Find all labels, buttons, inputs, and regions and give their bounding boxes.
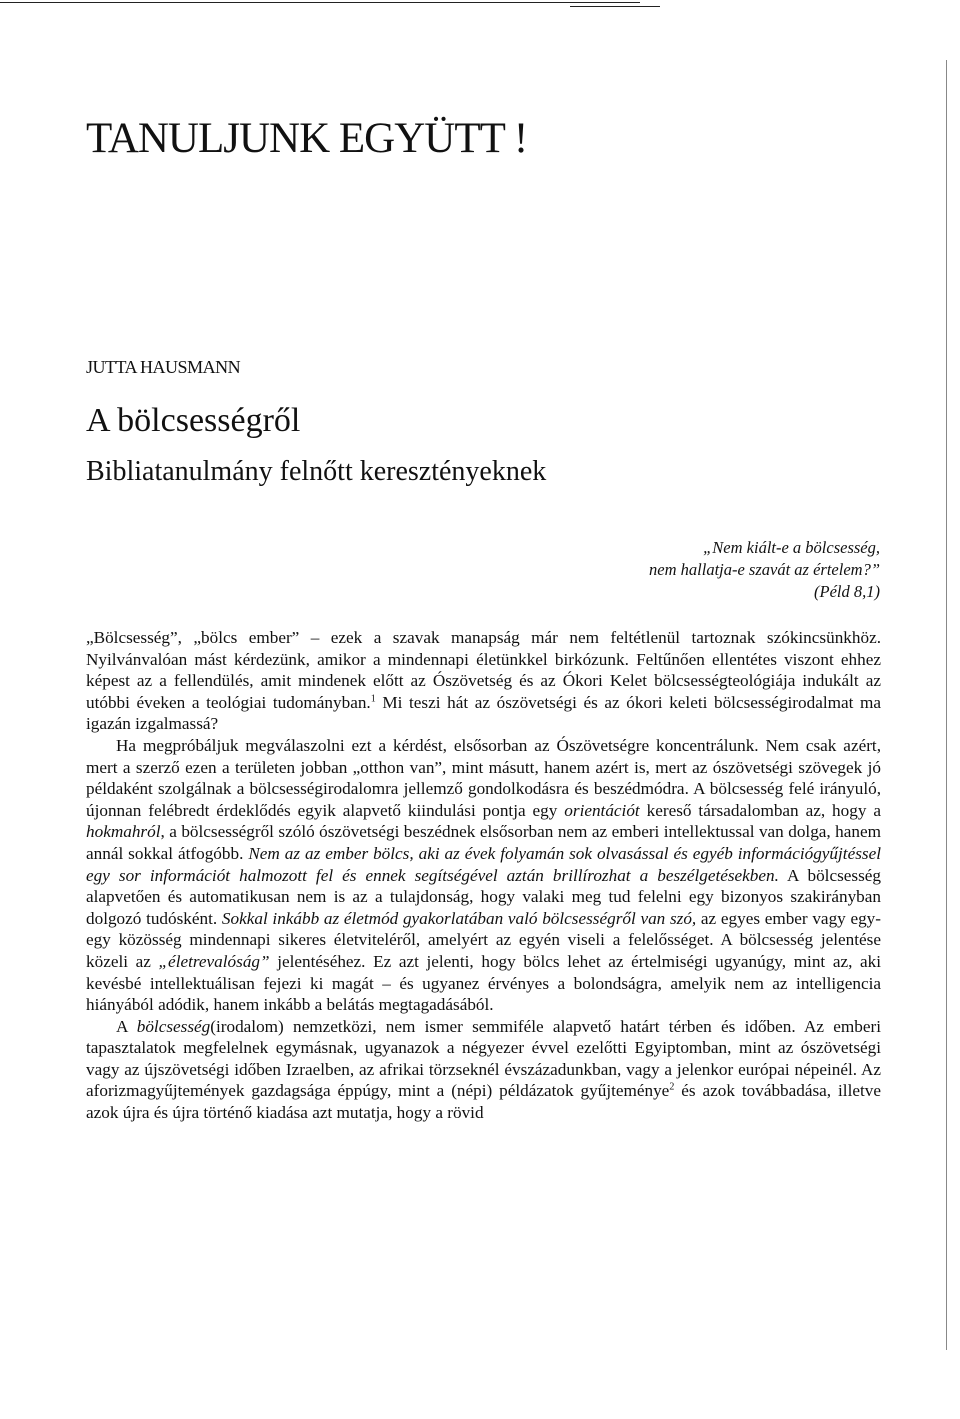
paragraph-2-text-d: A bölcsesség alapvetően és automatikusan nem is az a tulajdonság, hogy valaki meg tud felelni egy bizonyos szakirányban dolgozó tudósként. [86, 865, 881, 928]
scan-artifact-top-line [0, 2, 640, 3]
paragraph-3-text-b: (irodalom) nemzetközi, nem ismer semmiféle alapvető határt térben és időben. Az emberi tapasztalatok megfelelnek egymásnak, ugyanazok a négyezer évvel ezelőtti Egyiptomban, mint az ószövetségi vagy az újszövetségi időben Izraelben, az afrikai törzseknél évszázadunkban, vagy a jelenkor európai népeinél. Az aforizmagyűjtemények gazdagsága éppúgy, mint a (népi) példázatok gyűjteménye [86, 1016, 881, 1101]
paragraph-3-emphasis: bölcsesség [136, 1016, 211, 1036]
section-title: TANULJUNK EGYÜTT ! [86, 115, 528, 162]
paragraph-2-emphasis-1: Nem az az ember bölcs, aki az évek folyamán sok olvasással és egyéb információgyűjtéssel egy sor információt halmozott fel és ennek segítségével aztán brillírozhat a beszélgetésekben. [86, 843, 881, 885]
paragraph-3-text-c: és azok továbbadása, illetve azok újra és újra történő kiadása azt mutatja, hogy a rövid [86, 1081, 881, 1123]
paragraph-2-emphasis-orientaciot: orientációt [564, 800, 640, 820]
paragraph-3 [86, 1016, 881, 1124]
paragraph-3-text-a: A [116, 1016, 137, 1036]
paragraph-2-text-b: kereső társadalomban az, hogy a [639, 800, 881, 820]
scan-artifact-right-border [946, 60, 947, 1350]
article-subtitle: Bibliatanulmány felnőtt keresztényeknek [86, 456, 547, 487]
epigraph-reference: (Péld 8,1) [814, 582, 880, 601]
paragraph-2-text-c: , a bölcsességről szóló ószövetségi beszédnek elsősorban nem az emberi intellektussal van dolga, hanem annál sokkal átfogóbb. [86, 822, 881, 863]
epigraph-line-1: „Nem kiált-e a bölcsesség, [703, 538, 880, 557]
paragraph-1-text-a: „Bölcsesség”, „bölcs ember” – ezek a szavak manapság már nem feltétlenül tartoznak szókincsünkhöz. Nyilvánvalóan mást kérdezünk, amikor a mindennapi életünkkel birkózunk. Feltűnően ellentétes viszont ehhez képest az a fellendülés, amit mindenek előtt az Ószövetség és az Ókori Kelet bölcsességteológiája indukált az utóbbi éveken a teológiai tudományban. [86, 628, 881, 712]
epigraph-line-2: nem hallatja-e szavát az értelem?” [649, 560, 880, 579]
paragraph-2-text-a: Ha megpróbáljuk megválaszolni ezt a kérdést, elsősorban az Ószövetségre koncentrálunk. Nem csak azért, mert a szerző ezen a területen jobban „otthon van”, mint másutt, hanem azért is, mert az ószövetségi szövegek jó példaként szolgálnak a bölcsességirodalomra jellemző gondolkodásra és beszédmódra. A bölcsesség felé irányuló, újonnan felébredt érdeklődés egyik alapvető kiindulási pontja egy [86, 735, 881, 820]
author-name: JUTTA HAUSMANN [86, 357, 241, 377]
scan-artifact-top-line-short [570, 6, 660, 7]
paragraph-2-text-e: az egyes ember vagy egy-egy közösség mindennapi sikeres életviteléről, amelyért az egyén viseli a felelősséget. A bölcsesség jelentése közeli az [86, 908, 881, 971]
article-body [86, 627, 881, 1124]
paragraph-1 [86, 627, 881, 735]
paragraph-2-emphasis-2: Sokkal inkább az életmód gyakorlatában való bölcsességről van szó, [221, 908, 697, 928]
paragraph-1-text-b: Mi teszi hát az ószövetségi és az ókori keleti bölcsességirodalmat ma igazán izgalmassá? [86, 692, 881, 734]
footnote-ref-2: 2 [669, 1081, 675, 1093]
paragraph-2-emphasis-hokmah: hokmahról [86, 822, 161, 842]
footnote-ref-1: 1 [370, 693, 376, 705]
paragraph-2-text-f: jelentéséhez. Ez azt jelenti, hogy bölcs lehet az értelmiségi ugyanúgy, mint az, aki kevésbé intellektuálisan fejezi ki magát – és ugyanez érvényes a bolondságra, amelyik nem az intelligencia hiányából adódik, hanem inkább a belátás megtagadásából. [86, 951, 881, 1015]
paragraph-2 [86, 735, 881, 1016]
article-title: A bölcsességről [86, 402, 301, 439]
paragraph-2-emphasis-eletrevalosag: „életrevalóság” [158, 951, 270, 971]
epigraph [460, 537, 880, 603]
